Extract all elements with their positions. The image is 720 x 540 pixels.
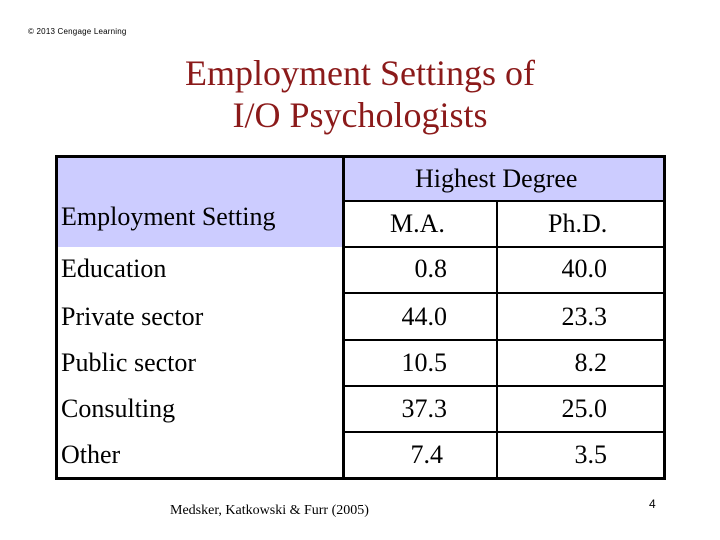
table-line-row-3 [342,385,666,387]
cell-phd: 23.3 [561,302,607,331]
slide-title [160,52,560,136]
page-number: 4 [649,497,656,511]
column-header-ma: M.A. [390,209,445,238]
group-header: Highest Degree [415,164,578,193]
slide-title-line-1: Employment Settings of [185,53,535,93]
row-header-fill [55,155,342,247]
cell-ma: 10.5 [401,348,447,377]
table-line-group [342,200,666,202]
table-border-left [55,155,58,480]
table-line-row-1 [342,292,666,294]
table-line-header [342,246,666,248]
row-label: Private sector [61,302,204,331]
cell-phd: 25.0 [561,394,607,423]
table-border-top [55,155,666,158]
row-label: Public sector [61,348,197,377]
row-header: Employment Setting [61,202,276,231]
cell-ma: 0.8 [414,254,447,283]
table-border-bottom [55,477,666,480]
table-line-row-4 [342,431,666,433]
cell-ma: 37.3 [401,394,447,423]
citation: Medsker, Katkowski & Furr (2005) [170,503,369,518]
cell-phd: 8.2 [574,348,607,377]
employment-table [55,155,666,480]
column-header-phd: Ph.D. [548,209,608,238]
cell-phd: 3.5 [574,440,607,469]
table-line-row-2 [342,339,666,341]
slide-title-line-2: I/O Psychologists [232,95,488,135]
row-label: Other [61,440,121,469]
cell-ma: 7.4 [410,440,443,469]
row-label: Consulting [61,394,176,423]
cell-phd: 40.0 [561,254,607,283]
cell-ma: 44.0 [401,302,447,331]
copyright-notice: © 2013 Cengage Learning [28,27,127,36]
row-label: Education [61,254,167,283]
